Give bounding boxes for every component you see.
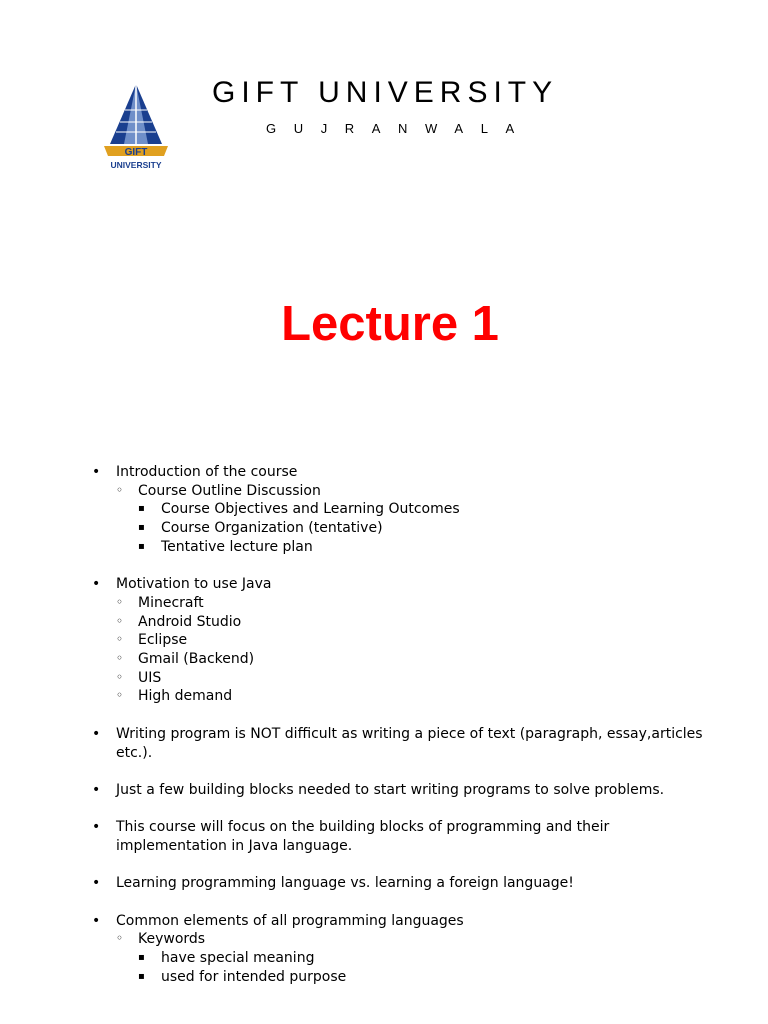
sub-list (116, 930, 708, 986)
university-name: GIFT UNIVERSITY (212, 76, 559, 109)
list-item (88, 725, 708, 762)
bullet-marker-icon: ◦ (116, 613, 124, 628)
list-item (138, 968, 708, 987)
list-item-text: Motivation to use Java (116, 576, 272, 593)
bullet-marker-icon: ◦ (116, 632, 124, 647)
sub-list (116, 482, 708, 557)
list-item-text: Course Outline Discussion (138, 482, 321, 499)
bullet-marker-icon: • (92, 912, 101, 929)
sub-list (138, 500, 708, 556)
list-item (138, 949, 708, 968)
list-item (116, 631, 708, 650)
list-item-text: Learning programming language vs. learning a foreign language! (116, 875, 574, 892)
list-item-text: Writing program is NOT difficult as writing a piece of text (paragraph, essay,articles etc.). (116, 725, 703, 761)
list-item (88, 874, 708, 893)
list-item (88, 463, 708, 557)
bullet-marker-icon: • (92, 781, 101, 798)
list-item (88, 818, 708, 855)
bullet-marker-icon: • (92, 576, 101, 593)
list-item (138, 500, 708, 519)
list-item (116, 669, 708, 688)
bullet-marker-icon: • (92, 464, 101, 480)
university-city: GUJRANWALA (266, 121, 532, 136)
bullet-marker-icon: ◦ (116, 931, 124, 946)
list-item-text: Eclipse (138, 632, 188, 649)
lecture-title: Lecture 1 (281, 297, 499, 351)
list-item-text: Common elements of all programming languages (116, 912, 464, 929)
list-item (116, 613, 708, 632)
list-item-text: Keywords (138, 931, 206, 948)
list-item-text: Just a few building blocks needed to start writing programs to solve problems. (116, 781, 665, 798)
list-item (116, 930, 708, 986)
list-item-text: UIS (138, 669, 162, 686)
list-item (88, 912, 708, 987)
list-item-text: used for intended purpose (161, 968, 347, 985)
list-item-text: Course Objectives and Learning Outcomes (161, 501, 460, 518)
svg-text:GIFT: GIFT (124, 147, 148, 158)
outline-list (88, 463, 708, 987)
list-item-text: have special meaning (161, 950, 315, 967)
list-item (88, 781, 708, 800)
list-item-text: Course Organization (tentative) (161, 520, 383, 537)
list-item (138, 519, 708, 538)
list-item-text: Introduction of the course (116, 464, 298, 480)
list-item-text: This course will focus on the building blocks of programming and their implementation in Java language. (116, 819, 610, 854)
bullet-marker-icon: ◦ (116, 482, 124, 497)
lecture-outline (88, 463, 708, 1005)
list-item-text: High demand (138, 688, 233, 705)
list-item (116, 482, 708, 557)
sub-list (138, 949, 708, 986)
bullet-marker-icon: • (92, 875, 101, 892)
bullet-marker-icon: ◦ (116, 594, 124, 609)
bullet-marker-icon: ▪ (138, 970, 145, 982)
list-item (116, 687, 708, 706)
list-item-text: Minecraft (138, 594, 204, 611)
bullet-marker-icon: • (92, 819, 101, 836)
bullet-marker-icon: ◦ (116, 651, 124, 666)
bullet-marker-icon: ▪ (138, 503, 145, 515)
gift-university-logo-icon (100, 82, 172, 172)
list-item-text: Android Studio (138, 613, 242, 630)
list-item (88, 575, 708, 706)
bullet-marker-icon: ▪ (138, 540, 145, 552)
svg-text:UNIVERSITY: UNIVERSITY (110, 160, 162, 170)
list-item (116, 594, 708, 613)
sub-list (116, 594, 708, 706)
bullet-marker-icon: ▪ (138, 952, 145, 964)
list-item (116, 650, 708, 669)
list-item-text: Tentative lecture plan (161, 538, 313, 555)
bullet-marker-icon: ◦ (116, 669, 124, 684)
list-item-text: Gmail (Backend) (138, 651, 255, 668)
bullet-marker-icon: • (92, 725, 101, 742)
list-item (138, 538, 708, 557)
bullet-marker-icon: ▪ (138, 522, 145, 534)
bullet-marker-icon: ◦ (116, 688, 124, 703)
